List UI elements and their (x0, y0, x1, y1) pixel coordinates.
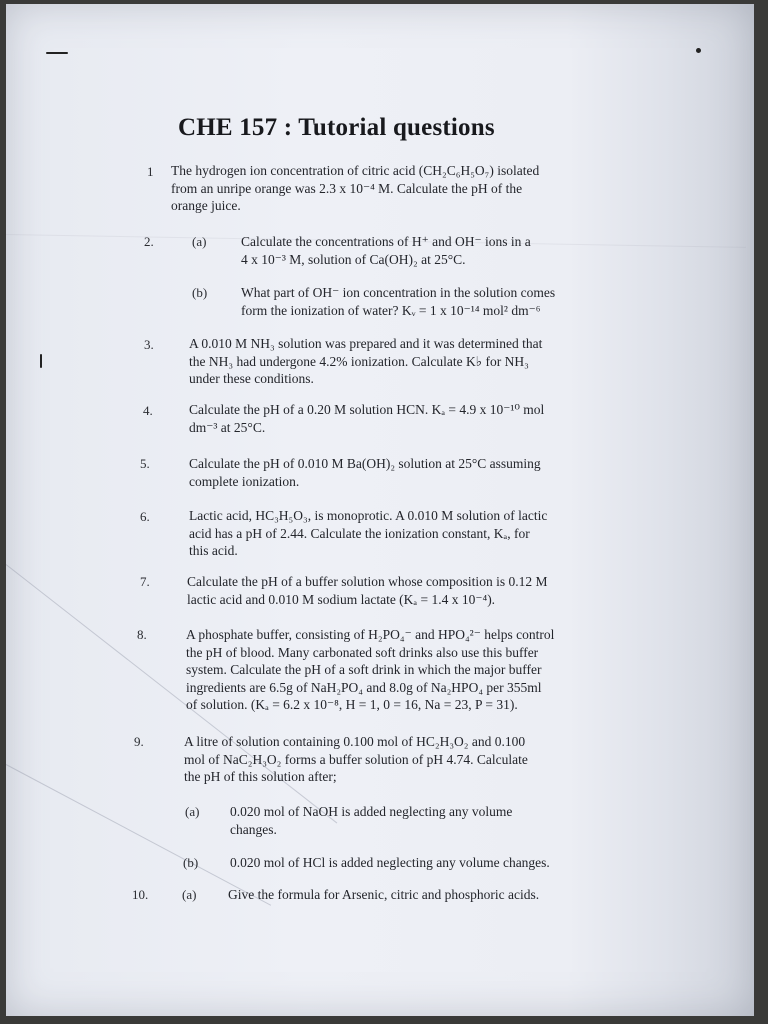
text-line: Calculate the pH of a 0.20 M solution HCN. Kₐ = 4.9 x 10⁻¹⁰ mol (189, 402, 545, 417)
question-number: 9. (134, 734, 144, 749)
text-line: ingredients are 6.5g of NaH₂PO₄ and 8.0g of Na₂HPO₄ per 355ml (186, 679, 542, 695)
scan-speck (46, 52, 68, 54)
text-line: of solution. (Kₐ = 6.2 x 10⁻⁸, H = 1, 0 = 16, Na = 23, P = 31). (186, 697, 518, 712)
question-number: 2. (144, 234, 154, 249)
scan-speck (696, 48, 701, 53)
question-number: 5. (140, 456, 150, 471)
question-7-text (187, 573, 547, 608)
text-line: complete ionization. (189, 473, 300, 489)
text-line: orange juice. (171, 198, 241, 213)
sub-label: (a) (192, 234, 207, 249)
text-line: lactic acid and 0.010 M sodium lactate (Kₐ = 1.4 x 10⁻⁴). (187, 591, 496, 607)
scan-speck (40, 354, 42, 368)
question-number: 7. (140, 574, 150, 589)
text-line: acid has a pH of 2.44. Calculate the ionization constant, Kₐ, for (189, 525, 530, 541)
text-line: this acid. (189, 543, 238, 558)
question-5-text (189, 455, 541, 490)
text-line: the pH of this solution after; (184, 769, 337, 784)
question-number: 10. (132, 887, 149, 902)
text-line: the pH of blood. Many carbonated soft drinks also use this buffer (186, 644, 539, 660)
text-line: dm⁻³ at 25°C. (189, 419, 266, 435)
sub-label: (a) (182, 887, 197, 902)
question-8-text (186, 626, 554, 714)
text-line: 0.020 mol of NaOH is added neglecting any volume (230, 804, 513, 819)
text-line: Lactic acid, HC₃H₅O₃, is monoprotic. A 0.010 M solution of lactic (189, 508, 548, 523)
question-1-text (171, 162, 539, 215)
text-line: form the ionization of water? Kᵥ = 1 x 10⁻¹⁴ mol² dm⁻⁶ (241, 302, 541, 318)
question-number: 1 (147, 164, 154, 179)
question-3-text (189, 335, 542, 388)
text-line: Give the formula for Arsenic, citric and phosphoric acids. (228, 887, 540, 902)
text-line: changes. (230, 821, 277, 837)
text-line: Calculate the pH of a buffer solution whose composition is 0.12 M (187, 574, 548, 589)
question-9b-text (230, 854, 550, 872)
text-line: Calculate the concentrations of H⁺ and OH⁻ ions in a (241, 234, 531, 249)
text-line: A 0.010 M NH₃ solution was prepared and it was determined that (189, 336, 543, 351)
text-line: What part of OH⁻ ion concentration in the solution comes (241, 285, 556, 300)
text-line: A phosphate buffer, consisting of H₂PO₄⁻ and HPO₄²⁻ helps control (186, 627, 555, 642)
sub-label: (b) (192, 285, 208, 300)
text-line: 4 x 10⁻³ M, solution of Ca(OH)₂ at 25°C. (241, 251, 466, 267)
question-number: 3. (144, 337, 154, 352)
text-line: from an unripe orange was 2.3 x 10⁻⁴ M. Calculate the pH of the (171, 180, 523, 196)
text-line: system. Calculate the pH of a soft drink in which the major buffer (186, 662, 542, 677)
text-line: under these conditions. (189, 371, 314, 386)
scanned-paper (6, 4, 754, 1016)
text-line: The hydrogen ion concentration of citric acid (CH₂C₆H₅O₇) isolated (171, 163, 540, 178)
text-line: Calculate the pH of 0.010 M Ba(OH)₂ solution at 25°C assuming (189, 456, 541, 471)
text-line: 0.020 mol of HCl is added neglecting any volume changes. (230, 855, 550, 870)
question-number: 4. (143, 403, 153, 418)
question-9a-text (230, 803, 512, 838)
question-number: 6. (140, 509, 150, 524)
text-line: the NH₃ had undergone 4.2% ionization. Calculate K♭ for NH₃ (189, 353, 529, 369)
text-line: mol of NaC₂H₃O₂ forms a buffer solution of pH 4.74. Calculate (184, 751, 528, 767)
question-4-text (189, 401, 544, 436)
sub-label: (a) (185, 804, 200, 819)
sub-label: (b) (183, 855, 199, 870)
question-number: 8. (137, 627, 147, 642)
page-title: CHE 157 : Tutorial questions (178, 114, 495, 141)
question-6-text (189, 507, 547, 560)
question-10a-text (228, 886, 539, 904)
question-9-text (184, 733, 528, 786)
question-2b-text (241, 284, 555, 319)
question-2a-text (241, 233, 531, 268)
text-line: A litre of solution containing 0.100 mol of HC₂H₃O₂ and 0.100 (184, 734, 526, 749)
